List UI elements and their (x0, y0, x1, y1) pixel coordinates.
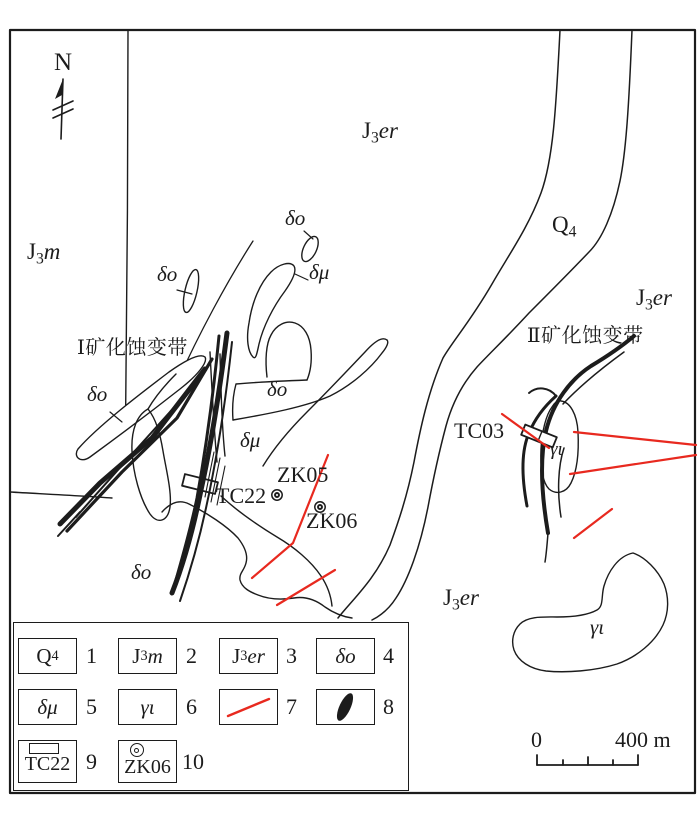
region-label-j3m: $J_3m$ (27, 239, 61, 268)
station-label-tc03: TC03 (454, 418, 505, 443)
drillhole-zk05-symbol (272, 490, 282, 500)
legend-swatch-j3m: J 3 m (118, 638, 177, 674)
legend-swatch-trench (18, 740, 77, 783)
legend-number-10: 10 (182, 749, 204, 774)
station-label-zk06: ZK06 (306, 508, 358, 533)
legend-number-8: 8 (383, 694, 394, 719)
central-diorite-body (132, 322, 388, 618)
station-label-zk05: ZK05 (277, 462, 329, 487)
legend-swatch-j3er: J 3 er (219, 638, 278, 674)
scale-zero-label: 0 (531, 727, 542, 752)
zone1-label: Ⅰ矿化蚀变带 (77, 337, 188, 359)
legend-number-2: 2 (186, 643, 197, 668)
north-arrow-icon (53, 79, 73, 139)
unit-label-delta-o-lens: δo (87, 382, 108, 406)
unit-label-delta-mu-top: δμ (309, 260, 330, 284)
legend-swatch-delta-mu: δμ (18, 689, 77, 725)
unit-label-delta-o-top: δo (285, 206, 306, 230)
legend-drillhole-label: ZK06 (124, 756, 171, 778)
unit-label-delta-mu-center: δμ (240, 428, 261, 452)
north-label: N (54, 49, 73, 76)
legend-number-3: 3 (286, 643, 297, 668)
legend-swatch-orebody (316, 689, 375, 725)
legend-swatch-gamma-iota: γι (118, 689, 177, 725)
scale-end-label: 400 m (615, 727, 671, 752)
unit-label-delta-o-left: δo (157, 262, 178, 286)
region-label-q4: $Q_4$ (552, 212, 577, 241)
legend-number-5: 5 (86, 694, 97, 719)
legend-trench-label: TC22 (24, 753, 71, 775)
legend-swatch-fault (219, 689, 278, 725)
legend-number-4: 4 (383, 643, 394, 668)
delta-o-lens-left (180, 268, 202, 314)
legend-number-7: 7 (286, 694, 297, 719)
region-label-j3er-north: $J_3er$ (362, 118, 398, 147)
region-label-j3er-south: $J_3er$ (443, 585, 479, 614)
drillhole-icon (130, 743, 144, 757)
fault-line-icon (221, 692, 276, 722)
legend-swatch-q4: Q 4 (18, 638, 77, 674)
unit-label-delta-o-center: δo (267, 377, 288, 401)
legend-number-9: 9 (86, 749, 97, 774)
station-label-tc22: TC22 (216, 483, 267, 508)
scale-bar (537, 755, 638, 765)
gamma-iota-body-south (513, 553, 668, 672)
unit-label-gamma-iota-south: γι (590, 615, 605, 639)
orebody-lens-icon (318, 691, 373, 723)
region-label-j3er-east: $J_3er$ (636, 285, 672, 314)
delta-mu-dike-upper (248, 264, 295, 358)
zone2-label: Ⅱ矿化蚀变带 (527, 325, 644, 347)
unit-label-delta-o-south: δo (131, 560, 152, 584)
legend-number-1: 1 (86, 643, 97, 668)
legend-swatch-delta-o: δo (316, 638, 375, 674)
legend-swatch-drillhole (118, 740, 177, 783)
legend-number-6: 6 (186, 694, 197, 719)
legend (13, 622, 409, 791)
unit-label-gamma-iota-tc03: γι (550, 439, 563, 460)
